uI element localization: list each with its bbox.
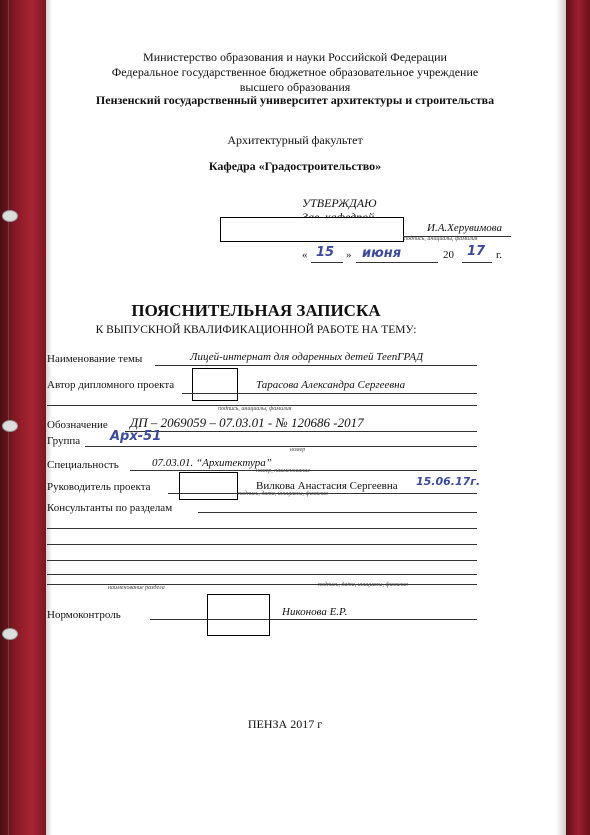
page-edge-right	[556, 0, 566, 835]
specialty-hint: номер, наименование	[256, 468, 310, 474]
consultants-line-1	[198, 512, 477, 513]
redacted-author-signature	[192, 368, 238, 401]
author-label: Автор дипломного проекта	[47, 379, 175, 391]
page-edge-left	[46, 0, 52, 835]
author-hint: подпись, инициалы, фамилия	[218, 406, 292, 412]
approval-title: УТВЕРЖДАЮ	[302, 196, 377, 210]
group-hint: номер	[290, 447, 306, 453]
supervisor-value: Вилкова Анастасия Сергеевна	[256, 480, 398, 492]
year-unit: г.	[496, 249, 503, 261]
binder-cover-right	[566, 0, 590, 835]
approval-year: 17	[467, 244, 486, 259]
department-name: Кафедра «Градостроительство»	[208, 159, 382, 173]
institution-type-line: Федеральное государственное бюджетное образовательное учреждение	[111, 65, 479, 79]
head-name: И.А.Херувимова	[427, 222, 502, 234]
topic-value: Лицей-интернат для одаренных детей ТеепГРАД	[190, 351, 424, 363]
binder-spine-left	[0, 0, 46, 835]
date-quote-open: «	[302, 249, 308, 261]
designation-label: Обозначение	[47, 419, 108, 431]
binder-clip-icon	[2, 210, 18, 222]
redacted-supervisor-signature	[179, 472, 238, 500]
education-level-line: высшего образования	[239, 80, 351, 94]
consultants-line-5	[47, 574, 477, 575]
consultants-line-4	[47, 560, 477, 561]
university-name: Пензенский государственный университет архитектуры и строительства	[95, 93, 495, 107]
group-label: Группа	[47, 435, 81, 447]
city-year-footer: ПЕНЗА 2017 г	[247, 717, 323, 731]
group-value: Арх-51	[110, 429, 162, 444]
redacted-signature	[220, 217, 404, 242]
specialty-value: 07.03.01. “Архитектура”	[152, 457, 272, 469]
consultants-line-2	[47, 528, 477, 529]
document-subtitle: К ВЫПУСКНОЙ КВАЛИФИКАЦИОННОЙ РАБОТЕ НА ТЕМУ:	[95, 324, 417, 336]
supervisor-hint: подпись, дата, инициалы, фамилия	[238, 491, 328, 497]
faculty-name: Архитектурный факультет	[227, 133, 363, 147]
year-line	[462, 262, 492, 263]
topic-label: Наименование темы	[47, 353, 143, 365]
ministry-line: Министерство образования и науки Российской Федерации	[143, 50, 447, 64]
year-prefix: 20	[443, 249, 454, 261]
binder-clip-icon	[2, 628, 18, 640]
normcontrol-value: Никонова Е.Р.	[282, 606, 348, 618]
binder-clip-icon	[2, 420, 18, 432]
normcontrol-label: Нормоконтроль	[47, 609, 121, 621]
consultants-label: Консультанты по разделам	[47, 502, 173, 514]
designation-value: ДП – 2069059 – 07.03.01 - № 120686 -2017	[130, 415, 364, 430]
supervisor-label: Руководитель проекта	[47, 481, 151, 493]
document-title: ПОЯСНИТЕЛЬНАЯ ЗАПИСКА	[131, 301, 381, 320]
consultants-hint-right: подпись, дата, инициалы, фамилия	[318, 582, 408, 588]
day-line	[311, 262, 343, 263]
approval-day: 15	[316, 245, 335, 260]
signature-hint: подпись, инициалы, фамилия	[404, 236, 478, 242]
specialty-label: Специальность	[47, 459, 119, 471]
designation-line	[125, 431, 477, 432]
author-value: Тарасова Александра Сергеевна	[256, 379, 406, 391]
month-line	[356, 262, 438, 263]
consultants-hint-left: наименование раздела	[108, 585, 165, 591]
consultants-line-3	[47, 544, 477, 545]
redacted-normcontrol-signature	[207, 594, 270, 636]
group-line	[85, 446, 477, 447]
topic-line	[155, 365, 477, 366]
approval-month: июня	[362, 246, 402, 261]
normcontrol-line	[150, 619, 477, 620]
author-line	[182, 393, 477, 394]
supervisor-date: 15.06.17г.	[416, 475, 481, 488]
date-quote-close: »	[346, 249, 352, 261]
